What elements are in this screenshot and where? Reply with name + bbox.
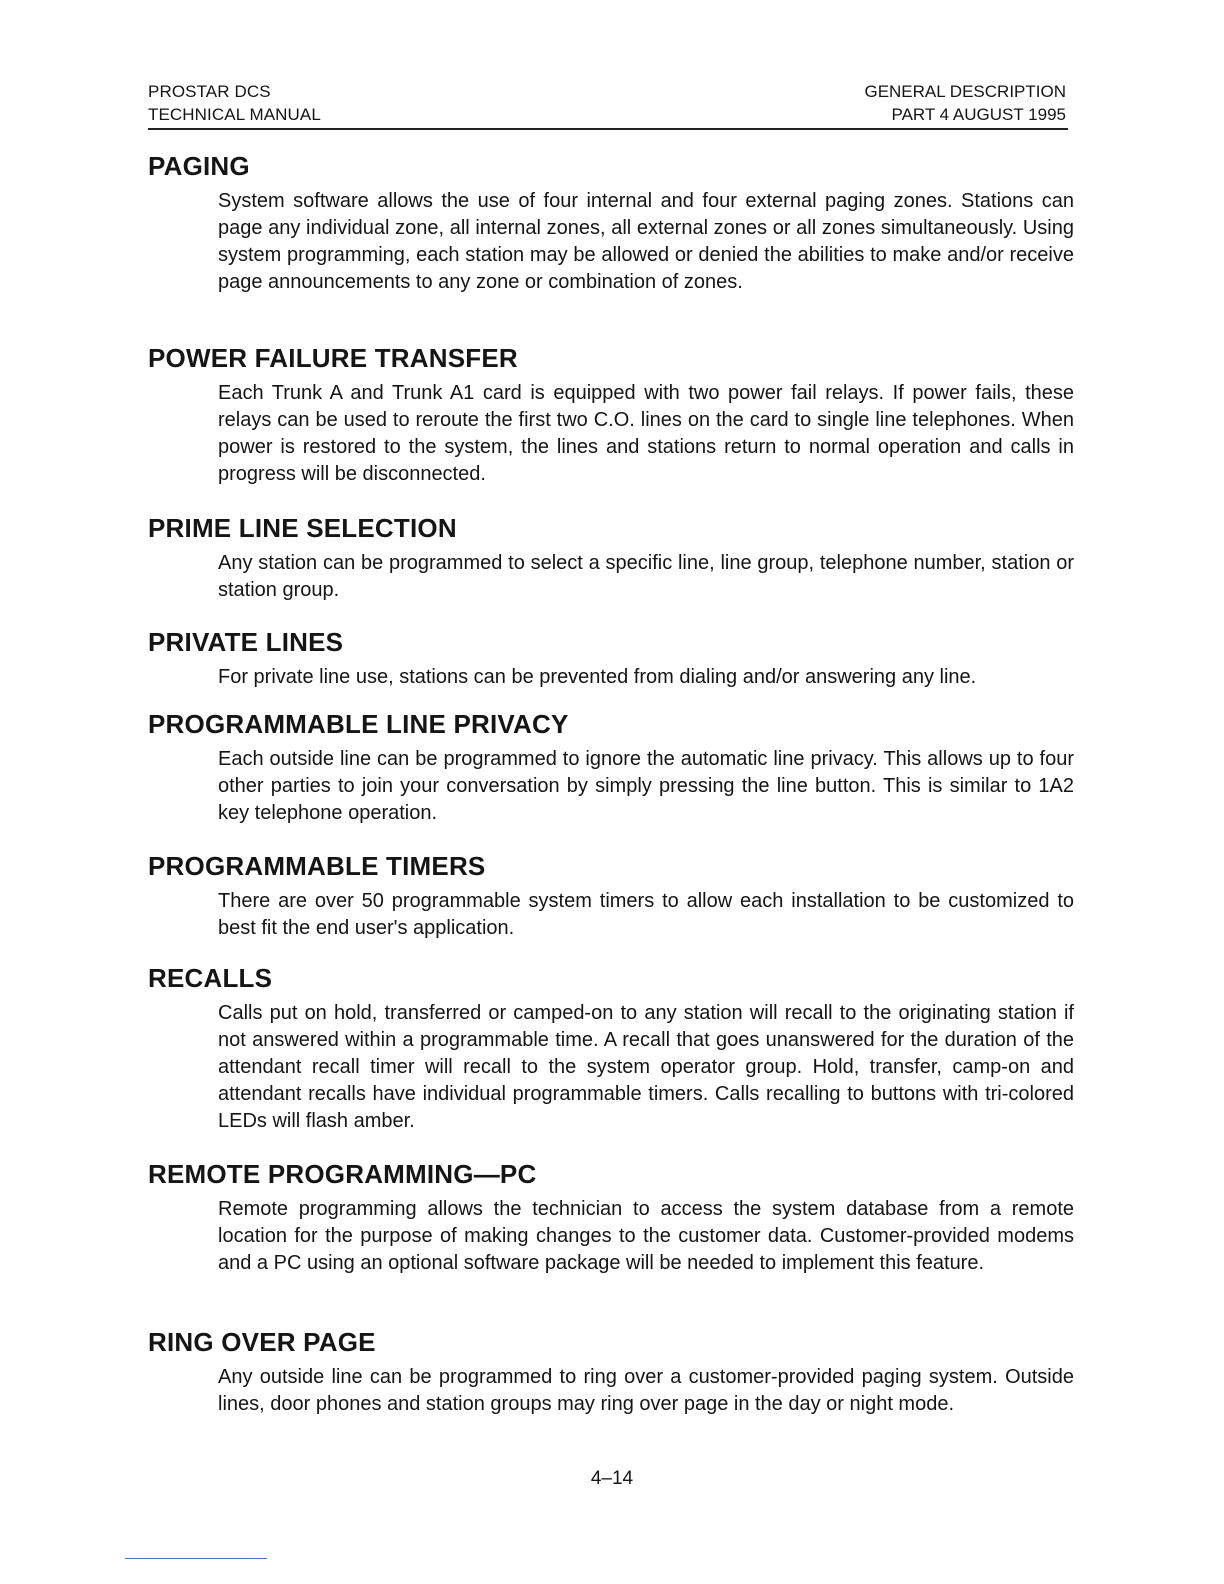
section-title: POWER FAILURE TRANSFER: [148, 343, 518, 373]
footer-rule: [125, 1558, 267, 1559]
product-name: PROSTAR DCS: [148, 82, 271, 101]
section-body: Each outside line can be programmed to ignore the automatic line privacy. This allows up to four other parties to join your conversation by simply pressing the line button. This is similar to 1A2 key telephone operation.: [218, 748, 1074, 824]
section-power-failure-transfer: [148, 344, 1078, 488]
section-body: Calls put on hold, transferred or camped-on to any station will recall to the originating station if not answered within a programmable time. A recall that goes unanswered for the duration of the attendant recall timer will recall to the system operator group. Hold, transfer, camp-on and attendant recalls have individual programmable timers. Calls recalling to buttons with tri-colored LEDs will flash amber.: [218, 1002, 1074, 1132]
section-title: RING OVER PAGE: [148, 1327, 376, 1357]
section-prime-line-selection: [148, 514, 1078, 604]
section-body: Remote programming allows the technician to access the system database from a remote location for the purpose of making changes to the customer data. Customer-provided modems and a PC using an optional software package will be needed to implement this feature.: [218, 1198, 1074, 1274]
section-body: Each Trunk A and Trunk A1 card is equipped with two power fail relays. If power fails, these relays can be used to reroute the first two C.O. lines on the card to single line telephones. When power is restored to the system, the lines and stations return to normal operation and calls in progress will be disconnected.: [218, 382, 1074, 485]
section-body: System software allows the use of four internal and four external paging zones. Stations can page any individual zone, all internal zones, all external zones or all zones simultaneously. Using system programming, each station may be allowed or denied the abilities to make and/or receive page announcements to any zone or combination of zones.: [218, 190, 1074, 293]
page-number: 4–14: [590, 1468, 634, 1489]
section-recalls: [148, 964, 1078, 1135]
part-and-date: PART 4 AUGUST 1995: [891, 105, 1066, 124]
chapter-name: GENERAL DESCRIPTION: [864, 82, 1066, 101]
section-ring-over-page: [148, 1328, 1078, 1418]
section-title: PROGRAMMABLE LINE PRIVACY: [148, 709, 569, 739]
section-title: PRIME LINE SELECTION: [148, 513, 457, 543]
section-body: For private line use, stations can be prevented from dialing and/or answering any line.: [218, 666, 977, 688]
section-programmable-timers: [148, 852, 1078, 942]
section-title: PROGRAMMABLE TIMERS: [148, 851, 486, 881]
section-title: PRIVATE LINES: [148, 627, 344, 657]
header-right: [864, 80, 1066, 126]
page-header: [148, 80, 1068, 130]
header-left: [148, 80, 321, 126]
section-body: Any outside line can be programmed to ring over a customer-provided paging system. Outside lines, door phones and station groups may ring over page in the day or night mode.: [218, 1366, 1074, 1415]
section-private-lines: [148, 628, 1078, 691]
section-remote-programming-pc: [148, 1160, 1078, 1277]
section-programmable-line-privacy: [148, 710, 1078, 827]
section-paging: [148, 152, 1078, 296]
section-body: Any station can be programmed to select a specific line, line group, telephone number, station or station group.: [218, 552, 1074, 601]
section-title: REMOTE PROGRAMMING—PC: [148, 1159, 537, 1189]
section-title: PAGING: [148, 151, 250, 181]
section-title: RECALLS: [148, 963, 273, 993]
section-body: There are over 50 programmable system timers to allow each installation to be customized to best fit the end user's application.: [218, 890, 1074, 939]
manual-name: TECHNICAL MANUAL: [148, 105, 321, 124]
